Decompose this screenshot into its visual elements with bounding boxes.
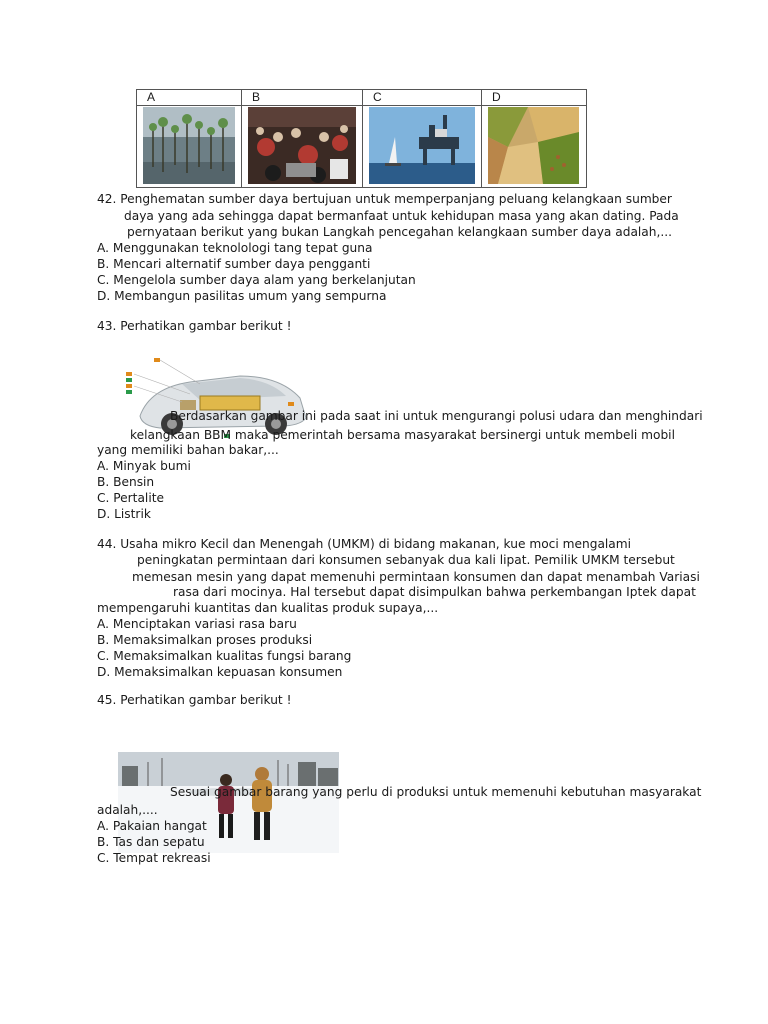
image-label-d: D xyxy=(492,90,501,104)
q44-option-a: A. Menciptakan variasi rasa baru xyxy=(97,617,297,631)
q43-option-c: C. Pertalite xyxy=(97,491,164,505)
q43-option-b: B. Bensin xyxy=(97,475,155,489)
image-label-c: C xyxy=(373,90,382,104)
q45-line-1: Sesuai gambar barang yang perlu di produksi untuk memenuhi kebutuhan masyarakat xyxy=(170,785,702,799)
q44-line-5: mempengaruhi kuantitas dan kualitas produk supaya,... xyxy=(97,601,439,615)
q44-line-4: rasa dari mocinya. Hal tersebut dapat disimpulkan bahwa perkembangan Iptek dapat xyxy=(173,585,696,599)
q43-option-d: D. Listrik xyxy=(97,507,151,521)
q42-line-2: daya yang ada sehingga dapat bermanfaat untuk kehidupan masa yang akan dating. Pada xyxy=(124,209,679,223)
grains-and-seeds-photo xyxy=(488,107,579,184)
mangrove-planting-photo xyxy=(143,107,235,184)
q44-line-1: 44. Usaha mikro Kecil dan Menengah (UMKM) di bidang makanan, kue moci mengalami xyxy=(97,537,632,551)
q42-option-a: A. Menggunakan teknolologi tang tepat guna xyxy=(97,241,373,255)
q42-line-1: 42. Penghematan sumber daya bertujuan untuk memperpanjang peluang kelangkaan sumber xyxy=(97,192,672,206)
q44-option-d: D. Memaksimalkan kepuasan konsumen xyxy=(97,665,343,679)
q45-option-a: A. Pakaian hangat xyxy=(97,819,207,833)
q45-line-2: adalah,.... xyxy=(97,803,158,817)
image-cell-d xyxy=(482,90,586,187)
q42-option-b: B. Mencari alternatif sumber daya pengganti xyxy=(97,257,371,271)
q43-line-2: kelangkaan BBM maka pemerintah bersama masyarakat bersinergi untuk membeli mobil xyxy=(130,428,675,442)
q45-option-c: C. Tempat rekreasi xyxy=(97,851,211,865)
q43-option-a: A. Minyak bumi xyxy=(97,459,191,473)
q42-option-c: C. Mengelola sumber daya alam yang berkelanjutan xyxy=(97,273,416,287)
image-label-a: A xyxy=(147,90,156,104)
q45-option-b: B. Tas dan sepatu xyxy=(97,835,205,849)
q44-option-c: C. Memaksimalkan kualitas fungsi barang xyxy=(97,649,352,663)
q43-line-1: Berdasarkan gambar ini pada saat ini untuk mengurangi polusi udara dan menghindari xyxy=(170,409,703,423)
crowd-with-motorcycles-photo xyxy=(248,107,356,184)
q43-line-3: yang memiliki bahan bakar,... xyxy=(97,443,279,457)
q44-line-2: peningkatan permintaan dari konsumen sebanyak dua kali lipat. Pemilik UMKM tersebut xyxy=(137,553,675,567)
image-label-b: B xyxy=(252,90,261,104)
q42-option-d: D. Membangun pasilitas umum yang sempurna xyxy=(97,289,387,303)
offshore-oil-rig-photo xyxy=(369,107,475,184)
q44-line-3: memesan mesin yang dapat memenuhi permintaan konsumen dan dapat menambah Variasi xyxy=(132,570,700,584)
q45-intro: 45. Perhatikan gambar berikut ! xyxy=(97,693,292,707)
q43-intro: 43. Perhatikan gambar berikut ! xyxy=(97,319,292,333)
q44-option-b: B. Memaksimalkan proses produksi xyxy=(97,633,313,647)
q42-line-3: pernyataan berikut yang bukan Langkah pencegahan kelangkaan sumber daya adalah,... xyxy=(127,225,672,239)
image-cell-c xyxy=(363,90,482,187)
answer-image-table xyxy=(136,89,587,188)
image-cell-b xyxy=(242,90,363,187)
image-cell-a xyxy=(137,90,242,187)
